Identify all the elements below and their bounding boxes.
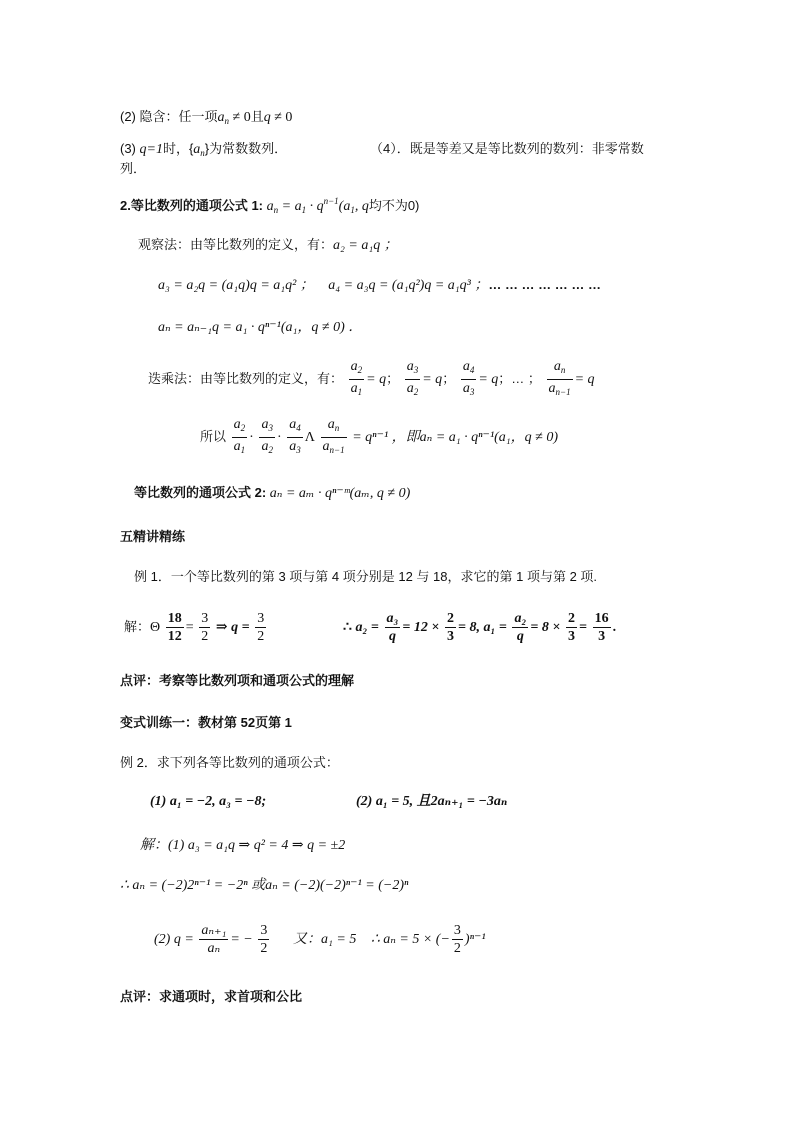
iterated-multiplication: 迭乘法：由等比数列的定义，有： $\frac{a_2}{a_1}$ = q； $\frac{a_3}{a_2}$ = q； $\frac{a_4}{a_3}$ = q；… ； $\frac{a_n}{a_{n-1}}$ = q (148, 359, 595, 397)
solution-1-continued: ∴ a₂ = $\frac{\text{a₃}}{q}$ = 12 × $\frac{2}{3}$ = 8, a₁ = $\frac{\text{a₂}}{q}$ = 8 × $\frac{2}{3}$ = $\frac{16}{3}$ . (343, 611, 617, 645)
solution-2-part-2: (2) q = $\frac{\text{aₙ₊₁}}{\text{aₙ}}$ = − $\frac{3}{2}$ 又：a₁ = 5 ∴ aₙ = 5 × (− $\frac{3}{2}$ )ⁿ⁻¹ (154, 923, 486, 957)
observation-steps: a₃ = a₂q = (a₁q)q = a₁q² ； a₄ = a₃q = (a₁q²)q = a₁q³ ；… … … … … … … (158, 277, 601, 293)
implicit-condition: (2) 隐含：任一项$a_n \ne 0$且q ≠ 0 (120, 109, 293, 126)
solution-2-result-1: ∴ aₙ = (−2)2ⁿ⁻¹ = −2ⁿ 或aₙ = (−2)(−2)ⁿ⁻¹ = (−2)ⁿ (120, 878, 409, 893)
example-2: 例 2．求下列各等比数列的通项公式： (120, 755, 339, 770)
solution-2-part-1: 解：(1) a₃ = a₁q ⇒ q² = 4 ⇒ q = ±2 (140, 838, 346, 853)
observation-result: aₙ = aₙ₋₁q = a₁ · qⁿ⁻¹(a₁，q ≠ 0) ． (158, 320, 363, 335)
remark-2: 点评：求通项时，求首项和公比 (120, 989, 303, 1004)
product-result: 所以 $\frac{a_2}{a_1}$ · $\frac{a_3}{a_2}$ · $\frac{a_4}{a_3}$ Λ $\frac{a_n}{a_{n-1}}$ = qⁿ⁻¹ ，即aₙ = a₁ · qⁿ⁻¹(a₁，q ≠ 0) (200, 417, 559, 455)
observation-method: 观察法：由等比数列的定义，有：a₂ = a₁q ； (138, 237, 398, 253)
example-2-item-1: (1) a₁ = −2, a₃ = −8; (150, 794, 267, 809)
continuation-text: 列． (120, 161, 147, 176)
math-an: $a_n$ (217, 110, 230, 126)
variant-training: 变式训练一：教材第 52页第 1 (120, 715, 292, 730)
section-formula-2: 等比数列的通项公式 2: aₙ = aₘ · qⁿ⁻ᵐ(aₘ, q ≠ 0) (134, 485, 411, 501)
example-2-item-2: (2) a₁ = 5, 且2aₙ₊₁ = −3aₙ (356, 794, 508, 809)
solution-1: 解：Θ $\frac{18}{12}$ = $\frac{3}{2}$ ⇒ q = $\frac{3}{2}$ (124, 611, 265, 645)
constant-sequence-note: (3) q=1时，$\{a_n\}$为常数数列． (120, 141, 288, 158)
example-1: 例 1．一个等比数列的第 3 项与第 4 项分别是 12 与 18，求它的第 1 项与第 2 项. (134, 569, 598, 584)
remark-1: 点评：考察等比数列项和通项公式的理解 (120, 673, 355, 688)
section-formula-1: 2.等比数列的通项公式 1: $a_n = a_1 \cdot q^{n-1}(a_1$, q均不为0) (120, 196, 420, 215)
both-sequences-note: （4）．既是等差又是等比数列的数列：非零常数 (370, 141, 644, 156)
section-heading-5: 五精讲精练 (120, 529, 186, 544)
